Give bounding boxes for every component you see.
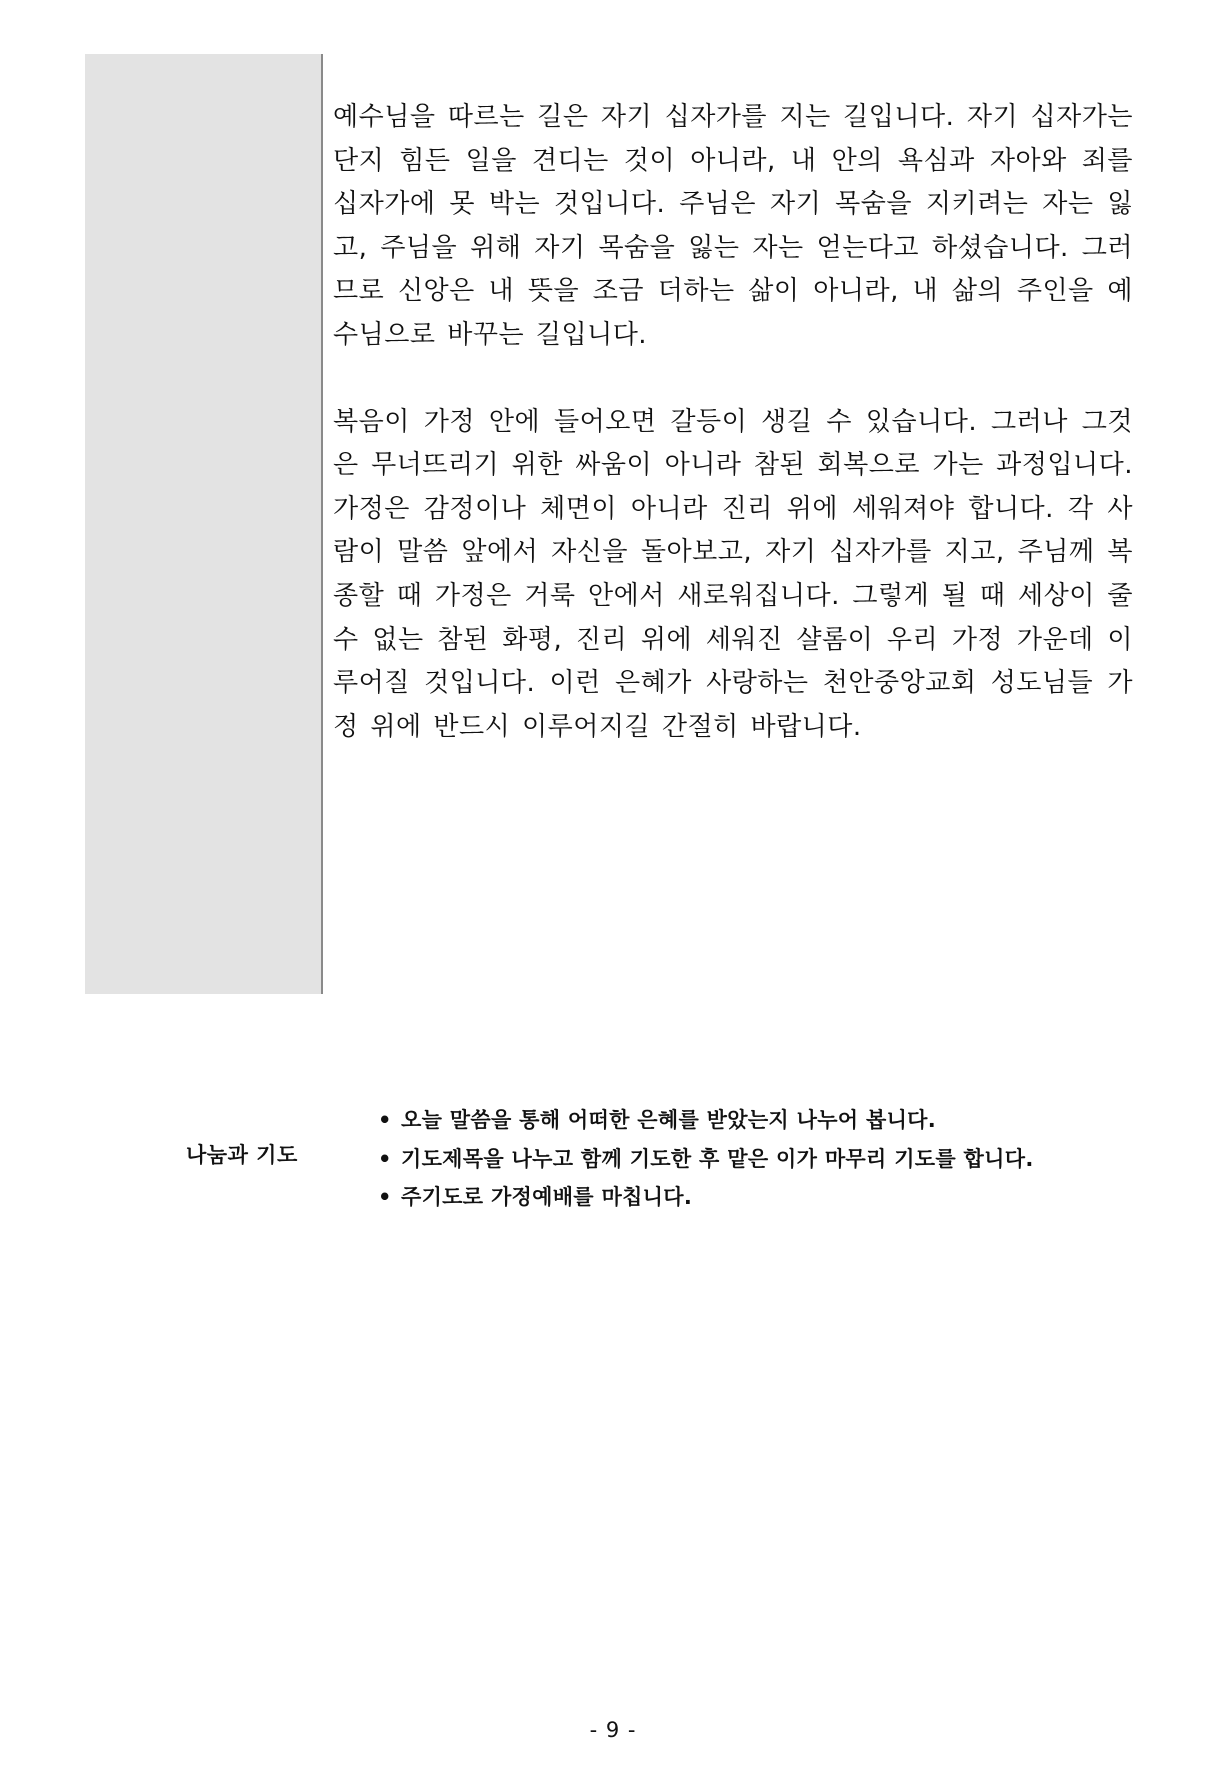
sharing-prayer-list: [378, 1101, 1034, 1217]
vertical-divider: [321, 54, 323, 994]
list-item-text: 주기도로 가정예배를 마칩니다.: [401, 1185, 693, 1209]
bullet-icon: •: [378, 1108, 392, 1132]
bullet-icon: •: [378, 1185, 392, 1209]
sidebar-gray-block: [85, 54, 322, 994]
list-item-text: 오늘 말씀을 통해 어떠한 은혜를 받았는지 나누어 봅니다.: [401, 1108, 937, 1132]
bullet-icon: •: [378, 1146, 392, 1171]
body-text: [333, 96, 1133, 749]
list-item: [378, 1178, 1034, 1217]
list-item-text: 기도제목을 나누고 함께 기도한 후 맡은 이가 마무리 기도를 합니다.: [401, 1146, 1034, 1171]
sharing-prayer-label: 나눔과 기도: [186, 1143, 298, 1167]
list-item: [378, 1140, 1034, 1179]
list-item: [378, 1101, 1034, 1140]
page-number: - 9 -: [589, 1718, 637, 1742]
paragraph-1: 예수님을 따르는 길은 자기 십자가를 지는 길입니다. 자기 십자가는 단지 힘든 일을 견디는 것이 아니라, 내 안의 욕심과 자아와 죄를 십자가에 못 박는 것입니다. 주님은 자기 목숨을 지키려는 자는 잃고, 주님을 위해 자기 목숨을 잃는 자는 얻는다고 하셨습니다. 그러므로 신앙은 내 뜻을 조금 더하는 삶이 아니라, 내 삶의 주인을 예수님으로 바꾸는 길입니다.: [333, 102, 1133, 350]
paragraph-2: 복음이 가정 안에 들어오면 갈등이 생길 수 있습니다. 그러나 그것은 무너뜨리기 위한 싸움이 아니라 참된 회복으로 가는 과정입니다. 가정은 감정이나 체면이 아니라 진리 위에 세워져야 합니다. 각 사람이 말씀 앞에서 자신을 돌아보고, 자기 십자가를 지고, 주님께 복종할 때 가정은 거룩 안에서 새로워집니다. 그렇게 될 때 세상이 줄 수 없는 참된 화평, 진리 위에 세워진 샬롬이 우리 가정 가운데 이루어질 것입니다. 이런 은혜가 사랑하는 천안중앙교회 성도님들 가정 위에 반드시 이루어지길 간절히 바랍니다.: [333, 406, 1133, 742]
